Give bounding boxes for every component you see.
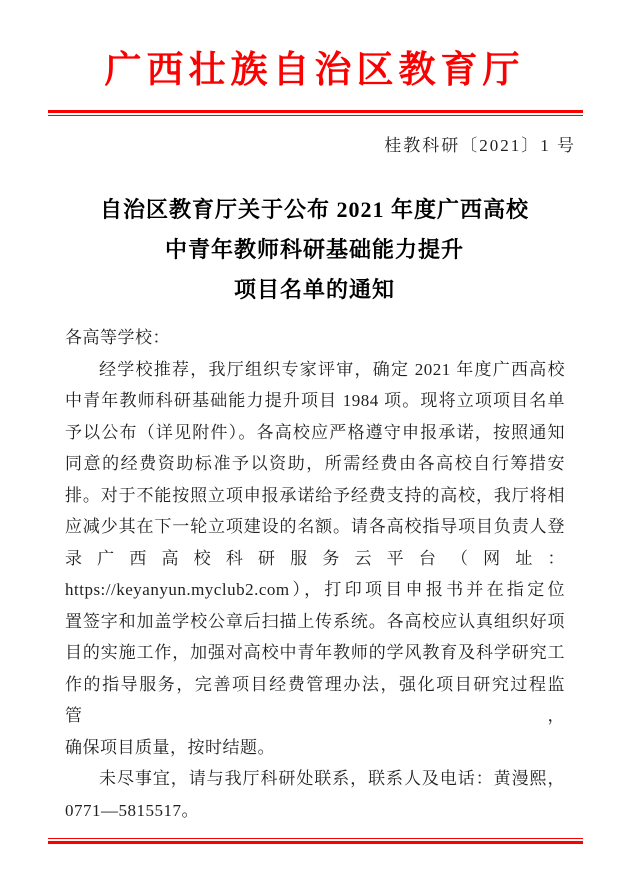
body-line: 同意的经费资助标准予以资助，所需经费由各高校自行筹措安 — [65, 454, 565, 473]
body-line: 录广西高校科研服务云平台（网址： — [65, 548, 565, 568]
title-line-1: 自治区教育厅关于公布 2021 年度广西高校 — [99, 197, 529, 222]
title-line-2: 中青年教师科研基础能力提升 — [164, 237, 464, 262]
header-divider-thick-line — [48, 110, 583, 113]
body-line: https://keyanyun.myclub2.com），打印项目申报书并在指定位 — [65, 580, 565, 599]
body-line: 目的实施工作，加强对高校中青年教师的学风教育及科学研究工 — [65, 643, 565, 662]
notice-body — [65, 322, 565, 826]
footer-divider-thin-line — [48, 838, 583, 839]
body-line: 未尽事宜，请与我厅科研处联系，联系人及电话：黄漫熙， — [99, 769, 565, 788]
header-divider-thin-line — [48, 115, 583, 116]
footer-divider — [48, 838, 583, 844]
body-line: 各高等学校： — [65, 328, 170, 347]
body-line: 经学校推荐，我厅组织专家评审，确定 2021 年度广西高校 — [99, 359, 565, 379]
notice-title — [0, 190, 629, 310]
doc-number: 桂教科研〔2021〕1 号 — [384, 136, 576, 155]
agency-name: 广西壮族自治区教育厅 — [104, 50, 525, 91]
header-divider — [48, 110, 583, 116]
body-line: 确保项目质量，按时结题。 — [65, 737, 275, 757]
title-line-3: 项目名单的通知 — [233, 277, 395, 302]
body-line: 应减少其在下一轮立项建设的名额。请各高校指导项目负责人登 — [65, 517, 565, 536]
body-line: 中青年教师科研基础能力提升项目 1984 项。现将立项项目名单 — [65, 391, 565, 410]
body-line: 作的指导服务，完善项目经费管理办法，强化项目研究过程监管， — [65, 674, 565, 725]
body-line: 0771—5815517。 — [65, 800, 199, 820]
body-line: 予以公布（详见附件）。各高校应严格遵守申报承诺，按照通知 — [65, 422, 565, 442]
footer-divider-thick-line — [48, 841, 583, 844]
body-line: 排。对于不能按照立项申报承诺给予经费支持的高校，我厅将相 — [65, 485, 565, 505]
body-line: 置签字和加盖学校公章后扫描上传系统。各高校应认真组织好项 — [65, 611, 565, 631]
